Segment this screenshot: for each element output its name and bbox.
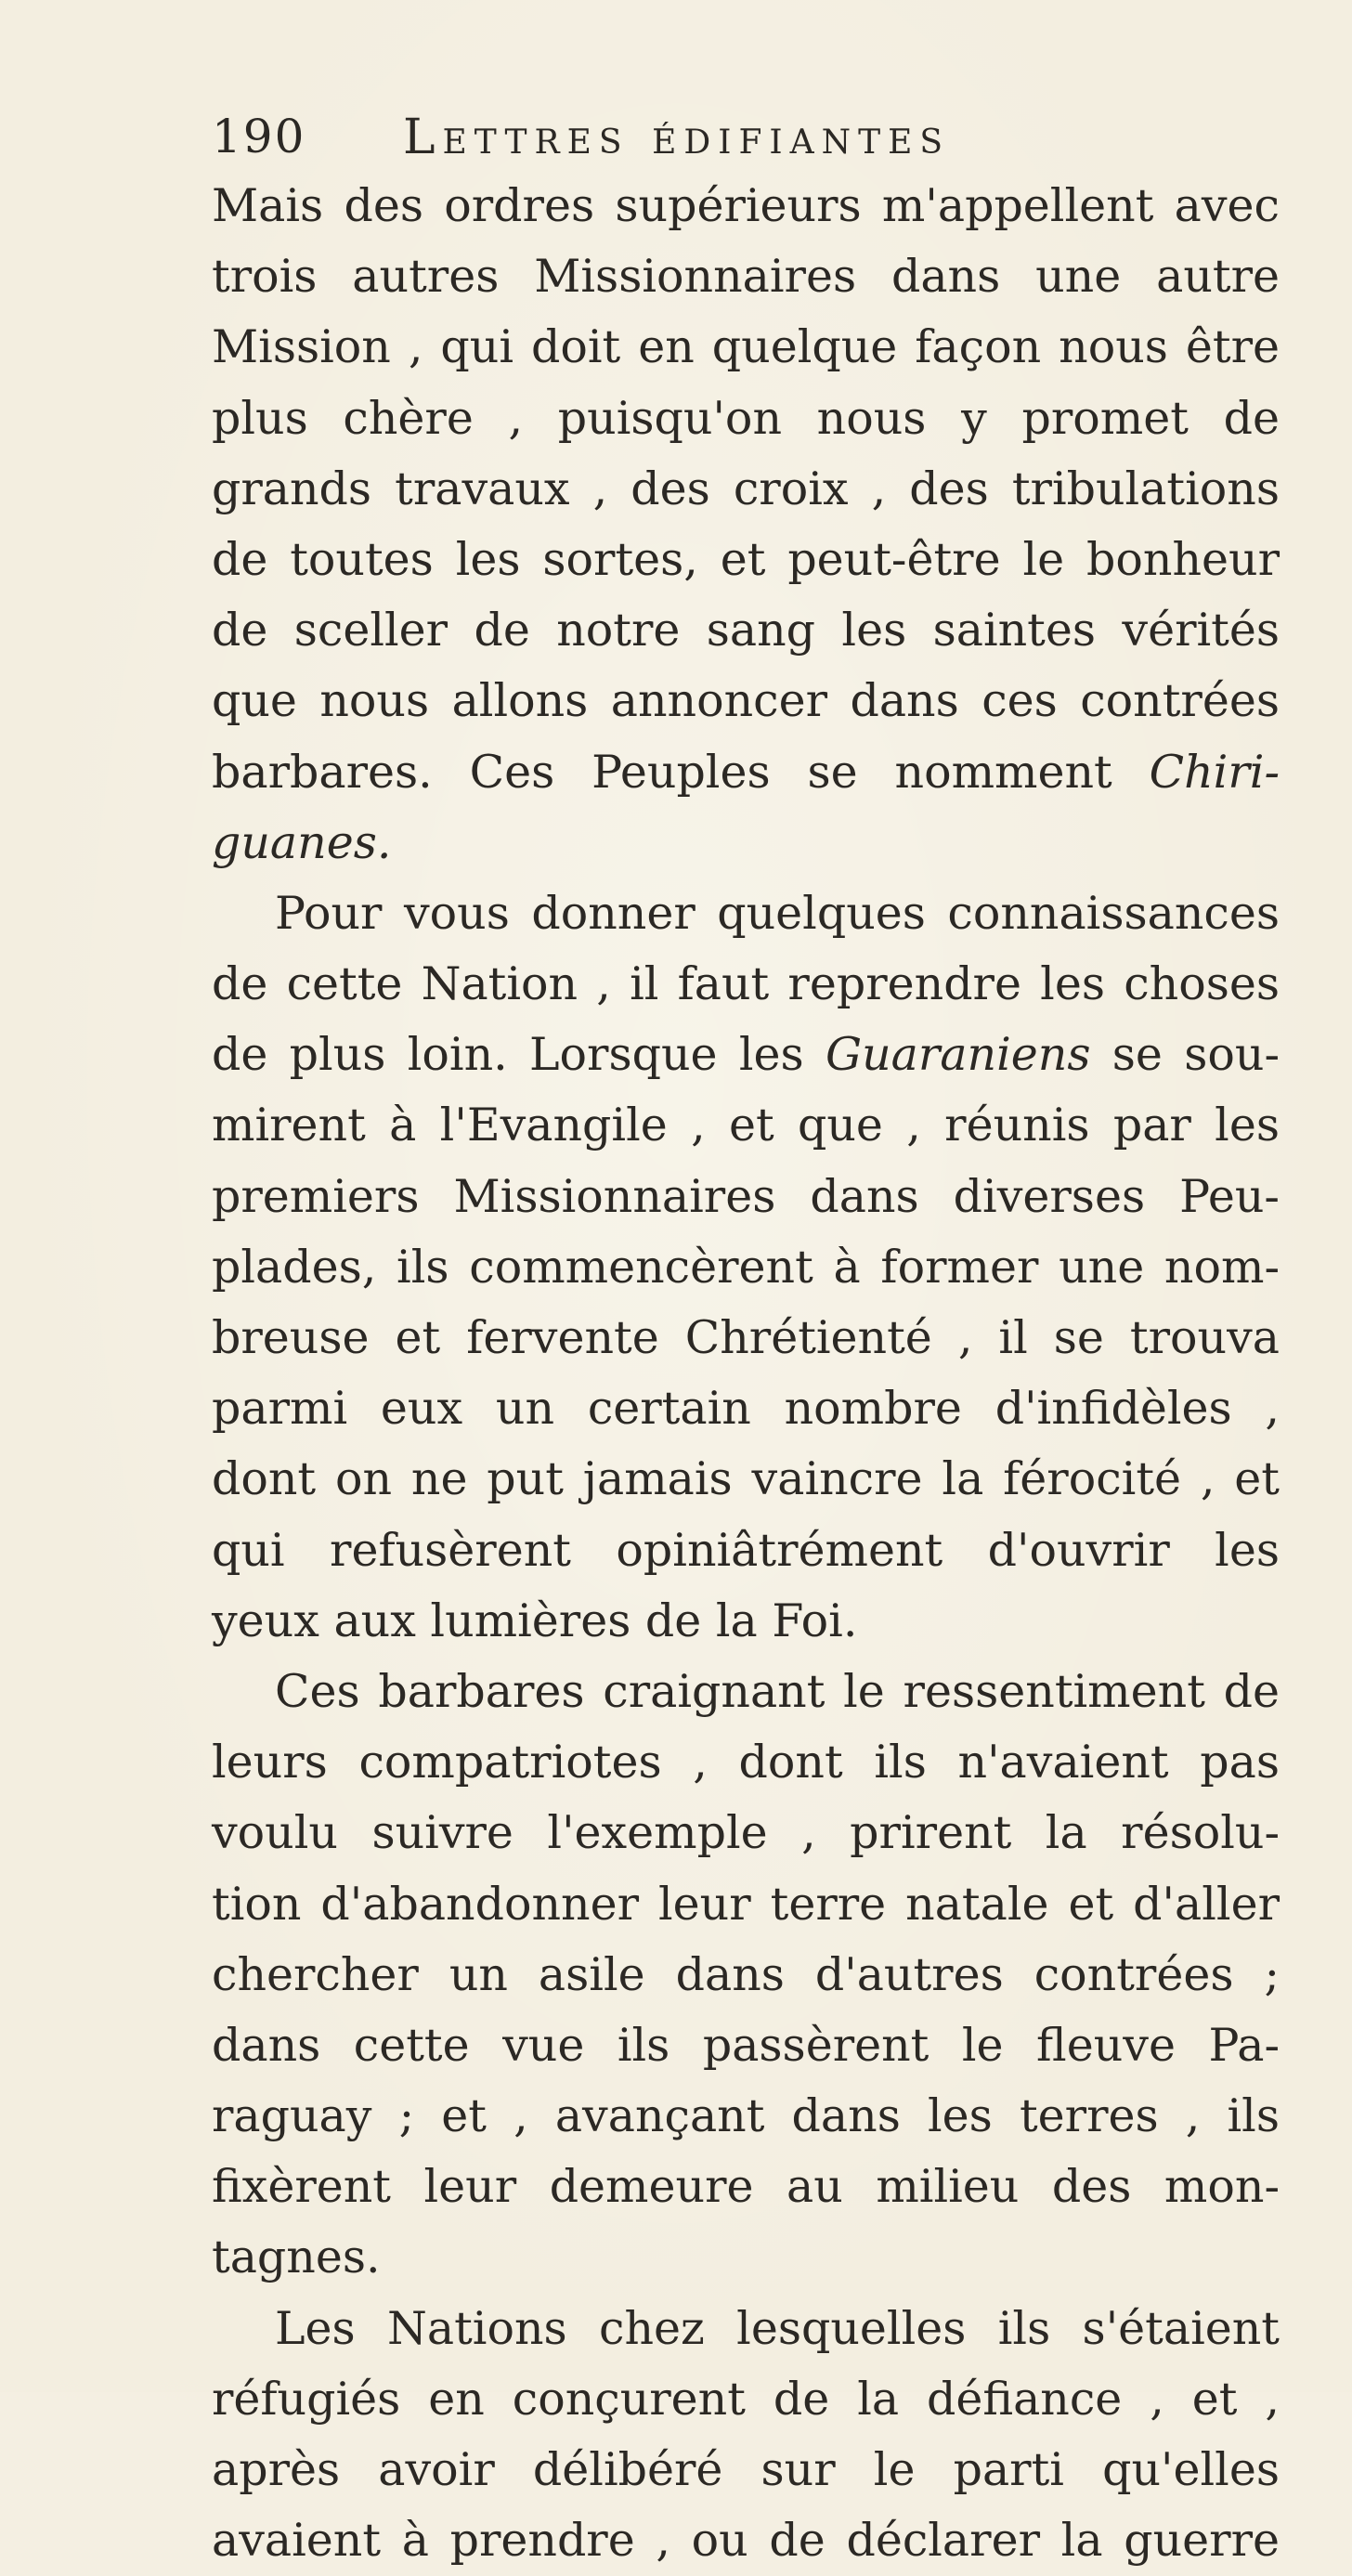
text-line: tagnes. xyxy=(212,2231,381,2284)
italic-name: Chiri- xyxy=(1149,745,1280,799)
text-line: barbares. Ces Peuples se nomment Chiri- xyxy=(212,745,1280,799)
running-head xyxy=(212,110,1280,171)
text-line: Mission , qui doit en quelque façon nous être xyxy=(212,320,1280,374)
paragraph-start-line: Les Nations chez lesquelles ils s'étaient xyxy=(275,2301,1280,2355)
text-line: raguay ; et , avançant dans les terres , ils xyxy=(212,2089,1280,2143)
text-line: tion d'abandonner leur terre natale et d'aller xyxy=(212,1877,1280,1931)
text-line: leurs compatriotes , dont ils n'avaient pas xyxy=(212,1736,1280,1789)
text-line: grands travaux , des croix , des tribulations xyxy=(212,462,1280,515)
text-line: Mais des ordres supérieurs m'appellent avec xyxy=(212,179,1280,232)
text-line xyxy=(212,808,1280,878)
text-line: voulu suivre l'exemple , prirent la résolu- xyxy=(212,1806,1280,1860)
italic-name: guanes. xyxy=(212,815,392,869)
text-line: parmi eux un certain nombre d'infidèles , xyxy=(212,1382,1280,1436)
text-line: qui refusèrent opiniâtrément d'ouvrir les xyxy=(212,1523,1280,1577)
text-line: premiers Missionnaires dans diverses Peu- xyxy=(212,1169,1280,1223)
italic-name: Guaraniens xyxy=(825,1028,1091,1082)
text-line: breuse et fervente Chrétienté , il se trouva xyxy=(212,1311,1280,1364)
text-line: de plus loin. Lorsque les Guaraniens se sou- xyxy=(212,1028,1280,1082)
text-line: de toutes les sortes, et peut-être le bonheur xyxy=(212,532,1280,586)
text-line: réfugiés en conçurent de la défiance , et , xyxy=(212,2372,1280,2426)
text-line: yeux aux lumières de la Foi. xyxy=(212,1594,858,1647)
text-line: que nous allons annoncer dans ces contrées xyxy=(212,674,1280,728)
text-line: plus chère , puisqu'on nous y promet de xyxy=(212,391,1280,445)
text-line: dans cette vue ils passèrent le fleuve Pa- xyxy=(212,2018,1280,2072)
text-line: avaient à prendre , ou de déclarer la guerre xyxy=(212,2514,1280,2568)
text-line: trois autres Missionnaires dans une autre xyxy=(212,250,1280,304)
text-line: de cette Nation , il faut reprendre les choses xyxy=(212,957,1280,1011)
text-line: plades, ils commencèrent à former une nom- xyxy=(212,1240,1280,1294)
running-title: Lettres édifiantes xyxy=(403,110,951,165)
paragraph-start-line: Ces barbares craignant le ressentiment de xyxy=(275,1664,1280,1718)
text-line: mirent à l'Evangile , et que , réunis par les xyxy=(212,1099,1280,1152)
page-number: 190 xyxy=(212,110,306,163)
text-line: chercher un asile dans d'autres contrées ; xyxy=(212,1947,1280,2001)
text-line: dont on ne put jamais vaincre la férocité , et xyxy=(212,1452,1280,1506)
paragraph-start-line: Pour vous donner quelques connaissances xyxy=(275,886,1280,940)
text-line: de sceller de notre sang les saintes vérités xyxy=(212,604,1280,657)
text-line: fixèrent leur demeure au milieu des mon- xyxy=(212,2160,1280,2214)
text-line: après avoir délibéré sur le parti qu'elles xyxy=(212,2443,1280,2496)
page-text-block xyxy=(212,110,1280,2576)
